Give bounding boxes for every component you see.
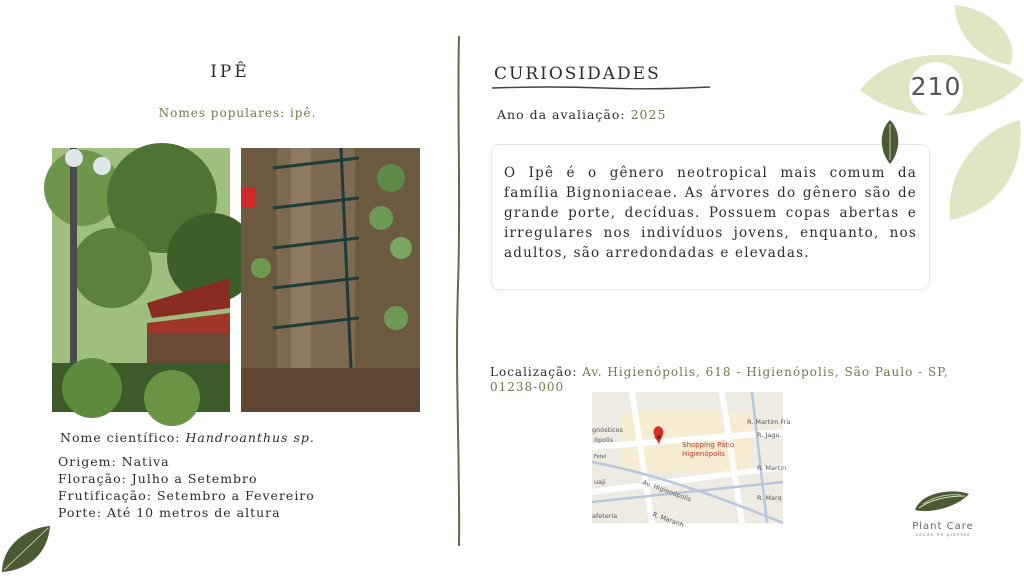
map-illustration: [592, 392, 791, 530]
scientific-name: [60, 430, 315, 445]
popular-names: Nomes populares: ipê.: [158, 106, 317, 120]
map-street-higienopolis: Av. Higienópolis: [641, 478, 693, 504]
canopy-illustration: [52, 148, 230, 412]
location: [490, 365, 980, 395]
map-street-martin-fra: R. Martim Fra: [747, 418, 791, 426]
logo-name: Plant Care: [912, 521, 974, 532]
decorative-leaves: [860, 0, 1024, 230]
map-poi-uaji: uaji: [594, 478, 606, 486]
description-text: O Ipê é o gênero neotropical mais comum da família Bignoniaceae. As árvores do gênero são de grande porte, decíduas. Possuem copas abertas e irregulares nos indivíduos jovens, enquanto, nos adultos, são arredondadas e elevadas.: [504, 165, 917, 261]
evaluation-year: [497, 107, 666, 122]
map-street-jagu: R. Jagu: [757, 431, 780, 439]
leaf-icon: [955, 5, 1013, 65]
trunk-illustration: [241, 148, 420, 412]
location-label: Localização:: [490, 365, 578, 379]
year-value: 2025: [630, 107, 667, 122]
year-label: Ano da avaliação:: [497, 107, 626, 122]
scientific-label: Nome científico:: [60, 430, 181, 445]
fact-fruiting: Frutificação: Setembro a Fevereiro: [58, 488, 315, 503]
small-leaf-icon: [878, 120, 902, 164]
title-underline: [492, 85, 712, 91]
tree-title: IPÊ: [210, 62, 250, 82]
map-street-maranh: R. Maranh: [651, 510, 685, 530]
fact-origin: Origem: Nativa: [58, 454, 170, 469]
map-place-line1: Shopping Pátio: [682, 441, 735, 449]
curiosities-title: CURIOSIDADES: [494, 64, 661, 84]
location-map[interactable]: [592, 392, 791, 530]
map-place-line2: Higienópolis: [682, 450, 725, 458]
map-poi-fetel: Fetel: [594, 454, 607, 460]
column-divider: [452, 36, 466, 546]
logo-tagline: saúde de plantas: [915, 533, 971, 538]
map-street-martin: R. Martin: [757, 464, 787, 472]
map-poi-opolis: ópolis: [594, 436, 614, 444]
map-poi-gnosticos: gnósticos: [592, 426, 623, 434]
fact-flowering: Floração: Julho a Setembro: [58, 471, 258, 486]
location-value[interactable]: Av. Higienópolis, 618 - Higienópolis, São Paulo - SP, 01238-000: [490, 365, 949, 394]
tree-facts: [58, 453, 315, 521]
plant-number-badge: 210: [910, 72, 962, 101]
tree-photo-trunk: [241, 148, 420, 412]
map-street-marq: R. Marq: [757, 494, 782, 502]
leaf-icon: [950, 120, 1021, 220]
fact-size: Porte: Até 10 metros de altura: [58, 505, 281, 520]
scientific-value: Handroanthus sp.: [185, 430, 315, 445]
tree-photo-canopy: [52, 148, 230, 412]
map-poi-afeteria: afeteria: [592, 512, 618, 520]
bottom-leaf-icon: [0, 522, 54, 576]
